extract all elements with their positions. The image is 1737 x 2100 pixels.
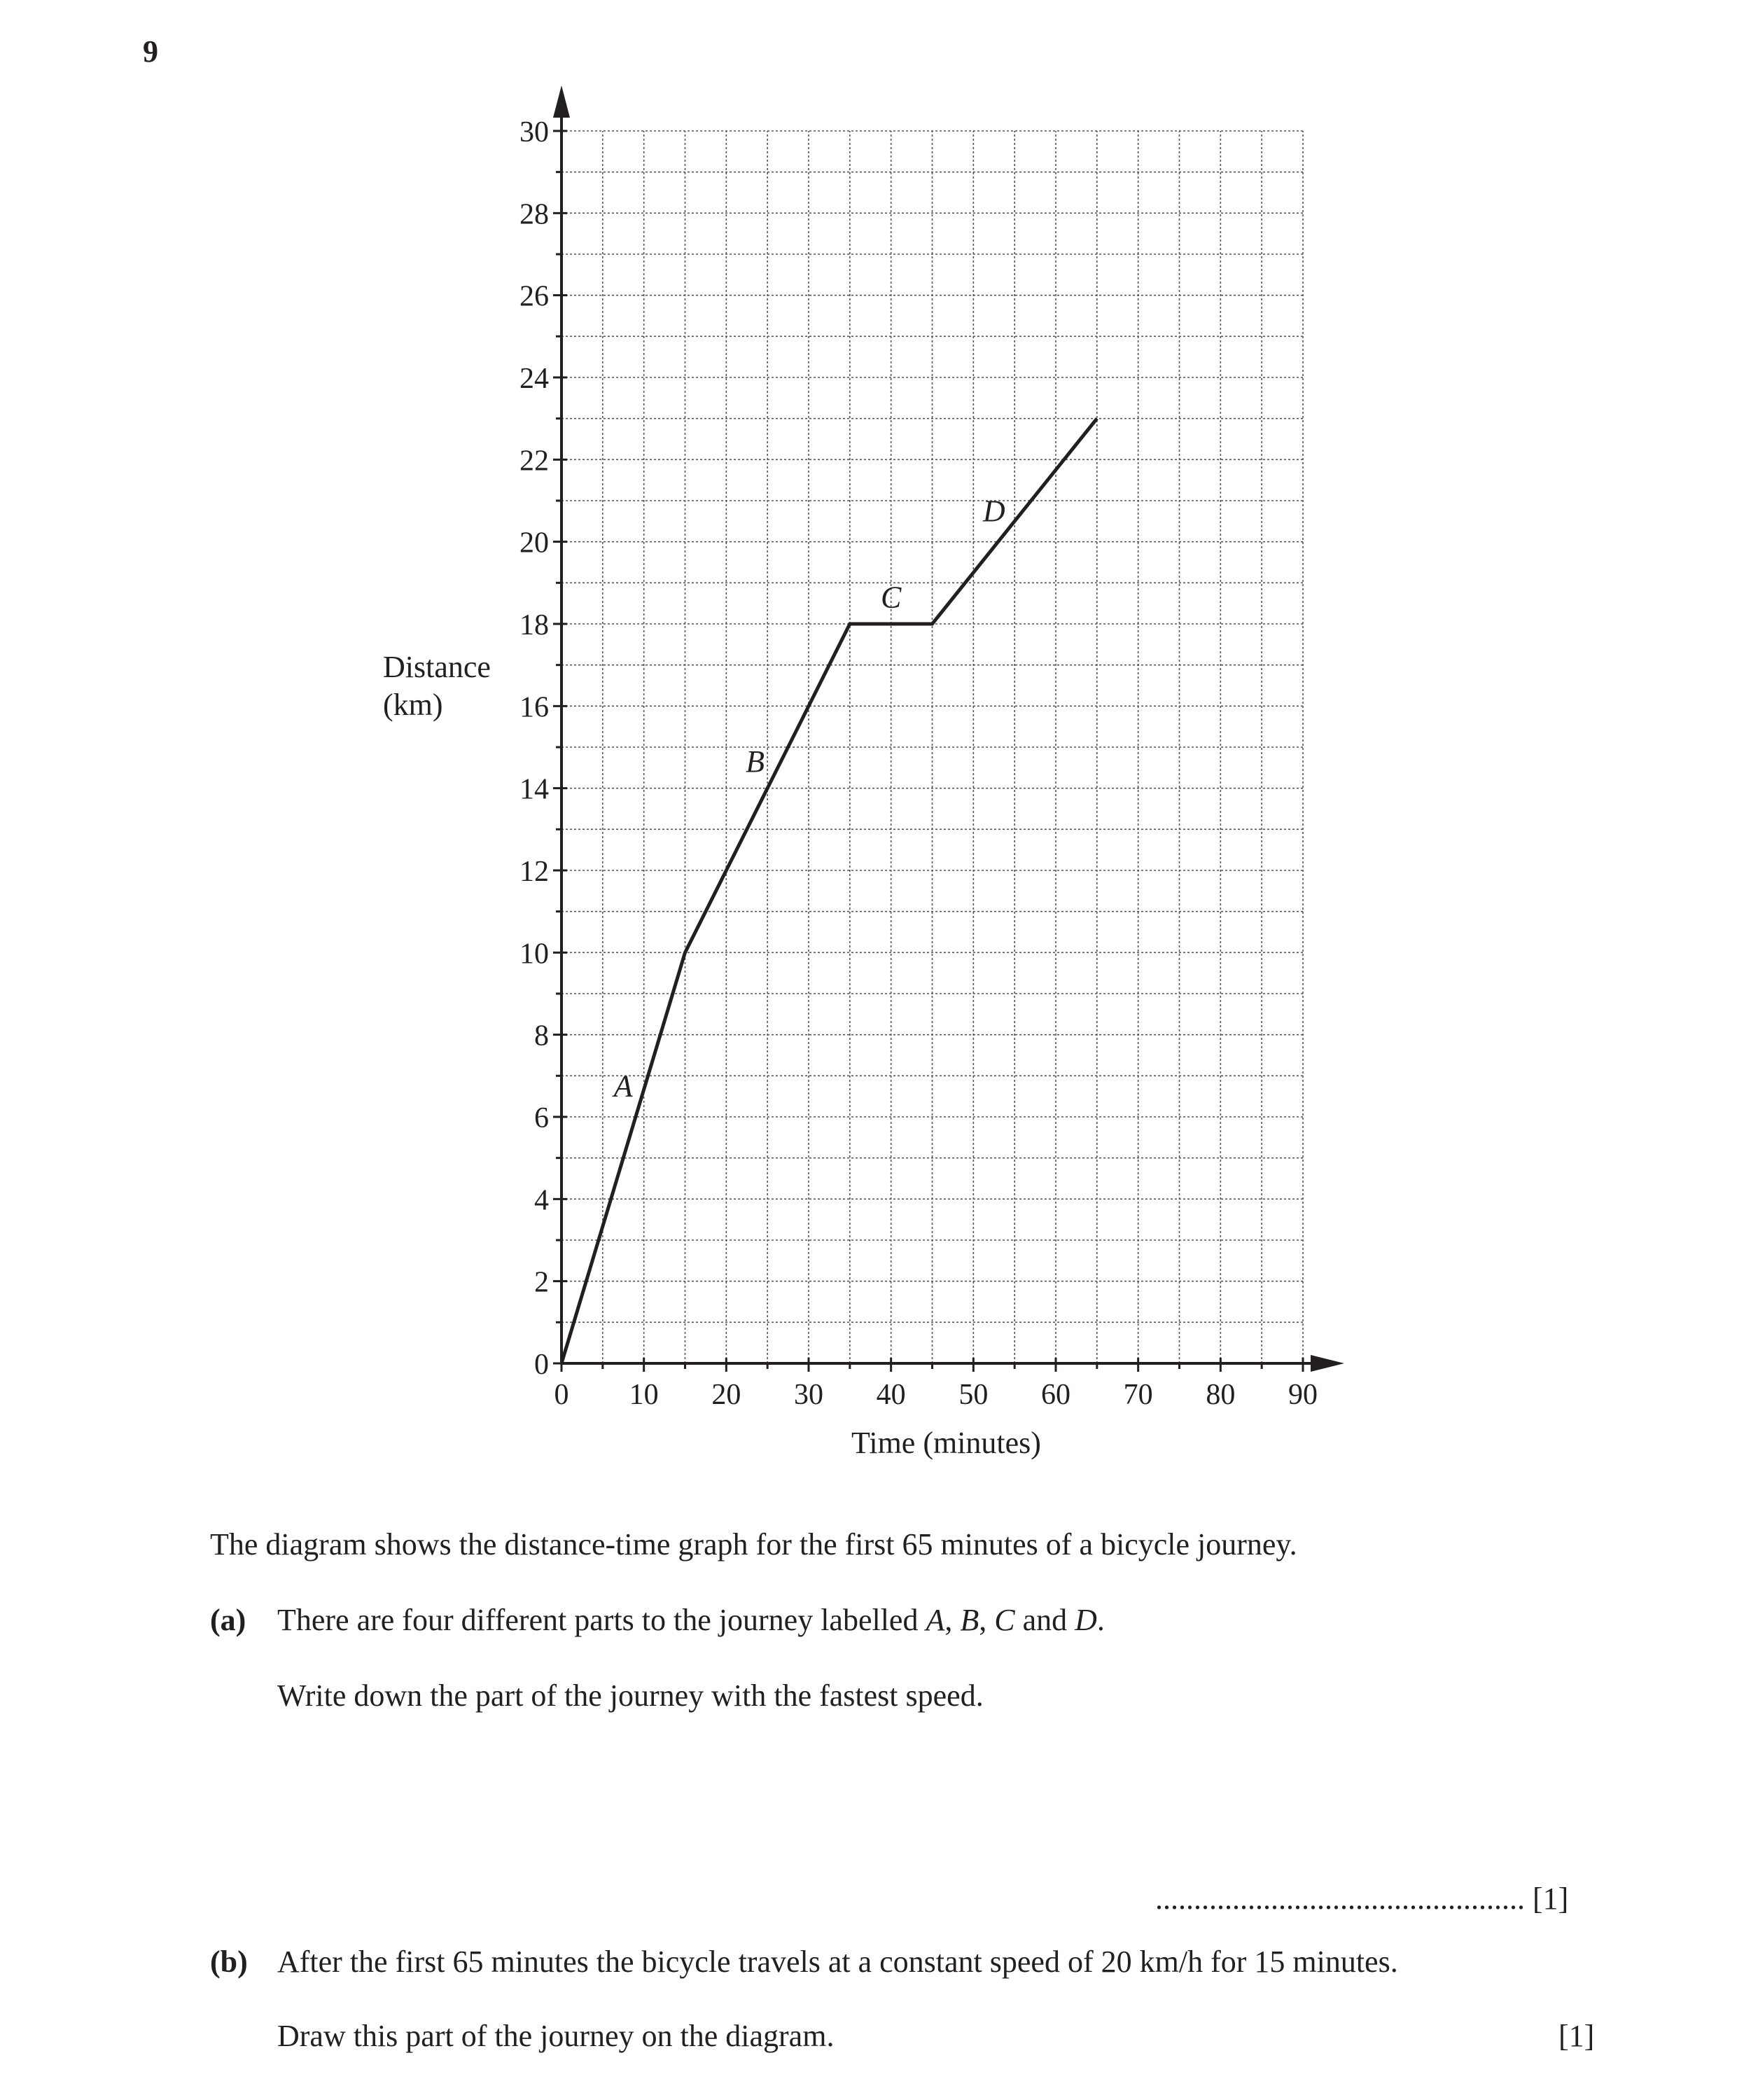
- part-b-line1: After the first 65 minutes the bicycle travels at a constant speed of 20 km/h for 15 minutes.: [277, 1945, 1398, 1979]
- answer-line-a[interactable]: [1155, 1881, 1568, 1917]
- y-tick-label: 0: [534, 1349, 549, 1381]
- x-axis-label: Time (minutes): [851, 1426, 1041, 1460]
- y-axis-label-line2: (km): [383, 688, 443, 722]
- y-tick-label: 4: [534, 1184, 549, 1217]
- y-tick-label: 20: [519, 527, 549, 559]
- x-tick-label: 80: [1206, 1379, 1236, 1411]
- labels: [383, 494, 1041, 1460]
- y-tick-label: 28: [519, 198, 549, 231]
- ticks: [519, 116, 1318, 1411]
- part-a-line1: There are four different parts to the journey labelled A, B, C and D.: [277, 1603, 1105, 1637]
- y-tick-label: 18: [519, 609, 549, 641]
- y-tick-label: 10: [519, 938, 549, 971]
- part-a-label: (a): [210, 1603, 246, 1637]
- part-b-label: (b): [210, 1945, 248, 1979]
- segment-label-a: A: [613, 1069, 633, 1104]
- marks-b: [1]: [1558, 2019, 1595, 2053]
- y-axis-arrow: [553, 85, 570, 118]
- marks-a: [1]: [1533, 1882, 1569, 1916]
- question-number: 9: [143, 34, 158, 69]
- x-tick-label: 0: [554, 1379, 569, 1411]
- intro-text: The diagram shows the distance-time graph for the first 65 minutes of a bicycle journey.: [210, 1527, 1297, 1562]
- segment-label-c: C: [880, 580, 902, 615]
- y-tick-label: 14: [519, 773, 549, 806]
- x-tick-label: 70: [1123, 1379, 1153, 1411]
- x-axis-arrow: [1311, 1355, 1344, 1372]
- y-tick-label: 2: [534, 1266, 549, 1299]
- answer-dots: ................................................: [1155, 1882, 1525, 1916]
- y-tick-label: 6: [534, 1102, 549, 1134]
- y-tick-label: 8: [534, 1020, 549, 1052]
- grid: [561, 131, 1303, 1363]
- x-tick-label: 90: [1288, 1379, 1318, 1411]
- x-tick-label: 30: [794, 1379, 823, 1411]
- series: [561, 419, 1097, 1363]
- series-line: [561, 419, 1097, 1363]
- x-tick-label: 60: [1041, 1379, 1070, 1411]
- segment-label-b: B: [746, 744, 765, 779]
- y-tick-label: 22: [519, 445, 549, 478]
- y-tick-label: 26: [519, 280, 549, 313]
- x-tick-label: 20: [711, 1379, 741, 1411]
- y-axis-label-line1: Distance: [383, 650, 491, 684]
- y-tick-label: 16: [519, 691, 549, 724]
- segment-label-d: D: [982, 494, 1005, 529]
- x-tick-label: 10: [629, 1379, 659, 1411]
- axes: [553, 85, 1344, 1372]
- part-a-line2: Write down the part of the journey with the fastest speed.: [277, 1678, 984, 1713]
- part-b-line2: Draw this part of the journey on the diagram.: [277, 2019, 835, 2053]
- y-tick-label: 24: [519, 363, 549, 395]
- x-tick-label: 50: [958, 1379, 989, 1411]
- y-tick-label: 12: [519, 856, 549, 888]
- x-tick-label: 40: [876, 1379, 906, 1411]
- y-tick-label: 30: [519, 116, 549, 148]
